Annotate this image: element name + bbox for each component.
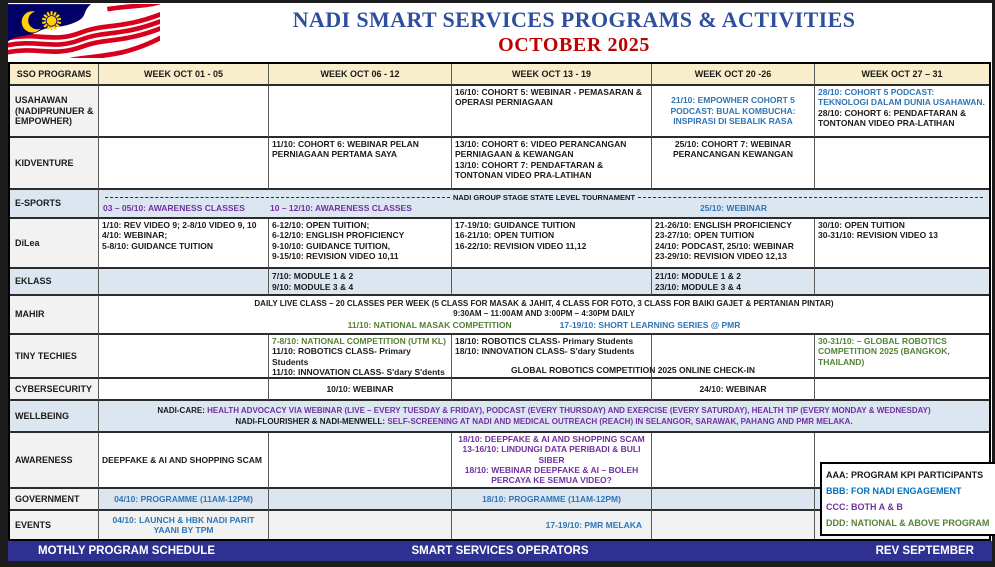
cell-empty <box>452 379 652 401</box>
col-header-week2: WEEK OCT 06 - 12 <box>269 64 452 86</box>
program-label-usahawan: USAHAWAN (NADIPRUNUER & EMPOWHER) <box>10 86 99 138</box>
cell-kidventure-week4: 25/10: COHORT 7: WEBINAR PERANCANGAN KEWANGAN <box>652 138 815 190</box>
cell-awareness-week3: 18/10: DEEPFAKE & AI AND SHOPPING SCAM 13-16/10: LINDUNGI DATA PERIBADI & BULI SIBER 18/10: WEBINAR DEEPFAKE & AI – BOLEH PERCAYA KE SEMUA VIDEO? <box>452 433 652 489</box>
cell-cyber-week4: 24/10: WEBINAR <box>652 379 815 401</box>
cell-empty <box>652 433 815 489</box>
cell-empty <box>99 138 269 190</box>
cell-cyber-week2: 10/10: WEBINAR <box>269 379 452 401</box>
cell-awareness-week1: DEEPFAKE & AI AND SHOPPING SCAM <box>99 433 269 489</box>
col-header-week5: WEEK OCT 27 – 31 <box>815 64 989 86</box>
cell-usahawan-week4: 21/10: EMPOWHER COHORT 5 PODCAST: BUAL KOMBUCHA: INSPIRASI DI SEBALIK RASA <box>652 86 815 138</box>
program-label-kidventure: KIDVENTURE <box>10 138 99 190</box>
cell-empty <box>269 86 452 138</box>
cell-empty <box>99 335 269 379</box>
cell-empty <box>99 269 269 296</box>
cell-empty <box>269 433 452 489</box>
cell-government-week3: 18/10: PROGRAMME (11AM-12PM) <box>452 489 652 511</box>
malaysia-flag-icon <box>8 4 160 58</box>
cell-events-week3: 17-19/10: PMR MELAKA <box>452 511 652 539</box>
schedule-page <box>8 3 992 561</box>
legend-bbb: BBB: FOR NADI ENGAGEMENT <box>826 486 962 496</box>
cell-empty <box>269 489 452 511</box>
col-header-week4: WEEK OCT 20 -26 <box>652 64 815 86</box>
footer-operators-label: SMART SERVICES OPERATORS <box>411 545 589 557</box>
program-label-tiny-techies: TINY TECHIES <box>10 335 99 379</box>
cell-eklass-week4: 21/10: MODULE 1 & 2 23/10: MODULE 3 & 4 <box>652 269 815 296</box>
col-header-sso-programs: SSO PROGRAMS <box>10 64 99 86</box>
program-label-dilea: DiLea <box>10 219 99 269</box>
program-label-eklass: EKLASS <box>10 269 99 296</box>
footer-revision-label: REV SEPTEMBER <box>875 545 974 557</box>
cell-empty <box>815 379 989 401</box>
cell-esports-tournament <box>99 190 989 219</box>
cell-eklass-week2: 7/10: MODULE 1 & 2 9/10: MODULE 3 & 4 <box>269 269 452 296</box>
cell-empty <box>652 511 815 539</box>
col-header-week3: WEEK OCT 13 - 19 <box>452 64 652 86</box>
cell-dilea-week1: 1/10: REV VIDEO 9; 2-8/10 VIDEO 9, 10 4/10: WEBINAR; 5-8/10: GUIDANCE TUITION <box>99 219 269 269</box>
cell-empty <box>99 86 269 138</box>
legend-ddd: DDD: NATIONAL & ABOVE PROGRAM <box>826 518 990 528</box>
cell-events-week1: 04/10: LAUNCH & HBK NADI PARIT YAANI BY TPM <box>99 511 269 539</box>
cell-usahawan-week3: 16/10: COHORT 5: WEBINAR - PEMASARAN & OPERASI PERNIAGAAN <box>452 86 652 138</box>
cell-mahir-merged: DAILY LIVE CLASS – 20 CLASSES PER WEEK (5 CLASS FOR MASAK & JAHIT, 4 CLASS FOR FOTO, 3 CLASS FOR BAIKI GAJET & PERTANIAN PINTAR) 9:30AM – 11:00AM AND 3:00PM – 4:30PM DAILY 11/10: NATIONAL MASAK COMPETITION 17-19/10: SHORT LEARNING SERIES @ PMR <box>99 296 989 335</box>
program-label-esports: E-SPORTS <box>10 190 99 219</box>
cell-empty <box>815 138 989 190</box>
program-label-wellbeing: WELLBEING <box>10 401 99 433</box>
cell-tiny-week2: 7-8/10: NATIONAL COMPETITION (UTM KL) 11/10: ROBOTICS CLASS- Primary Students 11/10: INNOVATION CLASS- S'dary S'dents <box>269 335 452 379</box>
legend-box <box>820 462 995 536</box>
footer-schedule-label: MOTHLY PROGRAM SCHEDULE <box>38 545 215 557</box>
global-robotics-checkin: GLOBAL ROBOTICS COMPETITION 2025 ONLINE CHECK-IN <box>510 364 755 375</box>
cell-empty <box>269 511 452 539</box>
cell-empty <box>99 379 269 401</box>
col-header-week1: WEEK OCT 01 - 05 <box>99 64 269 86</box>
cell-kidventure-week3: 13/10: COHORT 6: VIDEO PERANCANGAN PERNIAGAAN & KEWANGAN 13/10: COHORT 7: PENDAFTARAN & TONTONAN VIDEO PRA-LATIHAN <box>452 138 652 190</box>
cell-esports-week1: 03 – 05/10: AWARENESS CLASSES <box>103 203 245 213</box>
legend-ccc: CCC: BOTH A & B <box>826 502 903 512</box>
cell-empty <box>815 269 989 296</box>
program-label-awareness: AWARENESS <box>10 433 99 489</box>
page-title: NADI SMART SERVICES PROGRAMS & ACTIVITIES <box>292 7 856 32</box>
program-label-government: GOVERNMENT <box>10 489 99 511</box>
cell-dilea-week3: 17-19/10: GUIDANCE TUITION 16-21/10: OPEN TUITION 16-22/10: REVISION VIDEO 11,12 <box>452 219 652 269</box>
cell-empty <box>452 269 652 296</box>
cell-esports-week2: 10 – 12/10: AWARENESS CLASSES <box>270 203 412 213</box>
cell-tiny-week5: 30-31/10: – GLOBAL ROBOTICS COMPETITION 2025 (BANGKOK, THAILAND) <box>815 335 989 379</box>
document-header <box>158 7 990 57</box>
cell-esports-week4: 25/10: WEBINAR <box>699 203 768 213</box>
cell-kidventure-week2: 11/10: COHORT 6: WEBINAR PELAN PERNIAGAAN PERTAMA SAYA <box>269 138 452 190</box>
cell-dilea-week2: 6-12/10: OPEN TUITION; 6-12/10: ENGLISH PROFICIENCY 9-10/10: GUIDANCE TUITION, 9-15/10: REVISION VIDEO 10,11 <box>269 219 452 269</box>
page-subtitle: OCTOBER 2025 <box>498 34 650 56</box>
cell-empty <box>652 489 815 511</box>
cell-wellbeing-merged: NADI-CARE: HEALTH ADVOCACY VIA WEBINAR (LIVE – EVERY TUESDAY & FRIDAY), PODCAST (EVERY THURSDAY) AND EXERCISE (EVERY SATURDAY), HEALTH TIP (EVERY MONDAY & WEDNESDAY) NADI-FLOURISHER & NADI-MENWELL: SELF-SCREENING AT NADI AND MEDICAL OUTREACH (REACH) IN SELANGOR, SARAWAK, PAHANG AND PMR MELAKA. <box>99 401 989 433</box>
tournament-banner: NADI GROUP STAGE STATE LEVEL TOURNAMENT <box>105 193 983 202</box>
footer-bar <box>8 541 992 561</box>
program-label-mahir: MAHIR <box>10 296 99 335</box>
program-label-events: EVENTS <box>10 511 99 539</box>
legend-aaa: AAA: PROGRAM KPI PARTICIPANTS <box>826 470 984 480</box>
cell-usahawan-week5: 28/10: COHORT 5 PODCAST: TEKNOLOGI DALAM DUNIA USAHAWAN. 28/10: COHORT 6: PENDAFTARAN & TONTONAN VIDEO PRA-LATIHAN <box>815 86 989 138</box>
cell-dilea-week4: 21-26/10: ENGLISH PROFICIENCY 23-27/10: OPEN TUITION 24/10: PODCAST, 25/10: WEBINAR 23-29/10: REVISION VIDEO 12,13 <box>652 219 815 269</box>
cell-government-week1: 04/10: PROGRAMME (11AM-12PM) <box>99 489 269 511</box>
cell-dilea-week5: 30/10: OPEN TUITION 30-31/10: REVISION VIDEO 13 <box>815 219 989 269</box>
program-label-cybersecurity: CYBERSECURITY <box>10 379 99 401</box>
cell-tiny-week3: 18/10: ROBOTICS CLASS- Primary Students 18/10: INNOVATION CLASS- S'dary Students GLOBAL ROBOTICS COMPETITION 2025 ONLINE CHECK-IN <box>452 335 652 379</box>
